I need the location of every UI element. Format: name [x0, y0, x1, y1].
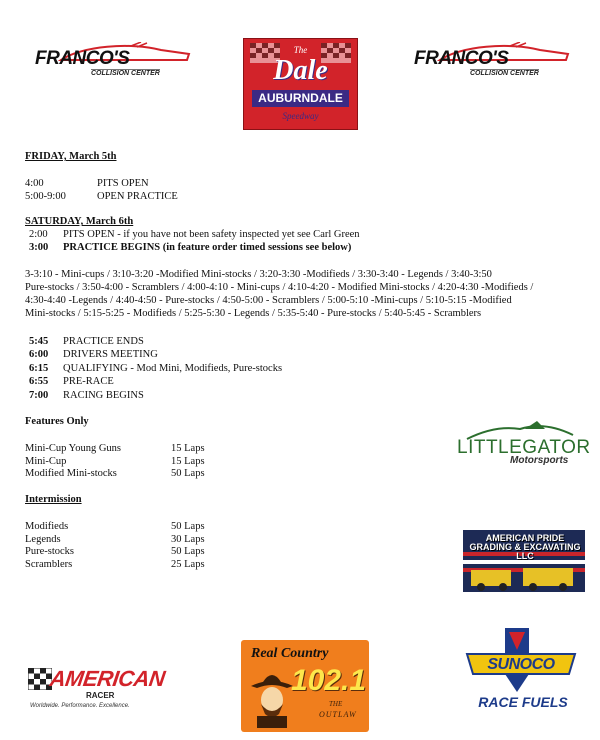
timed-line: 4:30-4:40 -Legends / 4:40-4:50 - Pure-stocks / 4:50-5:00 - Scramblers / 5:00-5:10 -Mini-cups / 5:10-5:15 -Modified [25, 295, 512, 306]
laps: 50 Laps [171, 546, 205, 557]
dale-banner: AUBURNDALE [252, 90, 349, 107]
time: 6:55 [29, 376, 49, 388]
francos-name: FRANCO'S [414, 48, 509, 69]
intermission-row [25, 559, 205, 572]
saturday-header: SATURDAY, March 6th [25, 216, 134, 227]
event: PRE-RACE [63, 376, 114, 388]
real-country-frequency: 102.1 [291, 664, 367, 697]
time: 5:45 [29, 336, 49, 347]
class: Mini-Cup [25, 455, 67, 467]
sunoco-name: SUNOCO [487, 656, 555, 673]
timed-line: 3-3:10 - Mini-cups / 3:10-3:20 -Modified Mini-stocks / 3:20-3:30 -Modifieds / 3:30-3:40 - Legends / 3:40-3:50 [25, 269, 492, 280]
laps: 50 Laps [171, 468, 205, 479]
time: 7:00 [29, 389, 49, 401]
sunoco-logo [465, 628, 577, 712]
timed-line: Mini-stocks / 5:15-5:25 - Modifieds / 5:25-5:30 - Legends / 5:35-5:40 - Pure-stocks / 5:40-5:45 - Scramblers [25, 308, 482, 319]
class: Mini-Cup Young Guns [25, 443, 121, 454]
laps: 15 Laps [171, 455, 205, 467]
feature-row [25, 468, 205, 481]
features-list [25, 443, 205, 481]
time: 6:15 [29, 362, 49, 374]
cowboy-icon [249, 668, 295, 728]
little-gator-logo [455, 419, 591, 471]
evening-schedule [29, 335, 282, 402]
event: RACING BEGINS [63, 389, 144, 401]
dale-word: Dale [273, 55, 328, 86]
francos-logo-right [412, 40, 572, 80]
sunoco-race-fuels: RACE FUELS [478, 694, 568, 710]
american-racer-logo [28, 664, 178, 714]
friday-row [25, 191, 178, 202]
timed-sessions [25, 268, 590, 320]
little-gator-name: LITTLEGATOR [457, 437, 591, 458]
timed-line: Pure-stocks / 3:50-4:00 - Scramblers / 4:00-4:10 - Mini-cups / 4:10-4:20 - Modified Mini-stocks / 4:20-4:30 -Modifieds / [25, 282, 534, 293]
laps: 25 Laps [171, 558, 205, 570]
francos-logo-left [33, 40, 193, 80]
little-gator-sub: Motorsports [510, 455, 569, 466]
friday-row [25, 178, 149, 189]
intermission-row [25, 534, 205, 547]
time: 2:00 [29, 229, 48, 240]
time: 5:00-9:00 [25, 191, 66, 202]
saturday-row [29, 242, 351, 253]
intermission-list [25, 521, 205, 571]
time: 6:00 [29, 349, 49, 361]
laps: 50 Laps [171, 521, 205, 532]
francos-sub: COLLISION CENTER [470, 70, 539, 77]
saturday-row [29, 229, 360, 240]
american-racer-name: AMERICAN [48, 666, 167, 691]
feature-row [25, 443, 205, 456]
francos-name: FRANCO'S [35, 48, 130, 69]
event: OPEN PRACTICE [97, 191, 178, 202]
event: PRACTICE ENDS [63, 336, 144, 347]
laps: 30 Laps [171, 533, 205, 545]
time: 3:00 [29, 242, 49, 253]
american-pride-title: AMERICAN PRIDE GRADING & EXCAVATING LLC [469, 533, 581, 561]
class: Modifieds [25, 521, 69, 532]
real-country-outlaw: OUTLAW [319, 710, 357, 719]
real-country-logo [241, 640, 369, 732]
laps: 15 Laps [171, 443, 205, 454]
class: Pure-stocks [25, 546, 74, 557]
event: PRACTICE BEGINS (in feature order timed sessions see below) [63, 242, 352, 253]
event: QUALIFYING - Mod Mini, Modifieds, Pure-stocks [63, 362, 283, 374]
american-racer-sub: RACER [86, 691, 115, 700]
class: Legends [25, 533, 61, 545]
feature-row [25, 456, 205, 469]
time: 4:00 [25, 178, 44, 189]
dale-speedway: Speedway [282, 111, 319, 121]
event: DRIVERS MEETING [63, 349, 158, 361]
real-country-the: THE [329, 700, 343, 708]
class: Scramblers [25, 558, 73, 570]
intermission-row [25, 546, 205, 559]
real-country-name: Real Country [251, 646, 329, 661]
dale-the: The [293, 45, 308, 55]
intermission-header: Intermission [25, 494, 82, 505]
dale-speedway-logo [243, 38, 358, 130]
friday-header: FRIDAY, March 5th [25, 151, 117, 162]
american-pride-logo [463, 530, 585, 592]
event: PITS OPEN [97, 178, 149, 189]
class: Modified Mini-stocks [25, 468, 117, 479]
features-header: Features Only [25, 416, 89, 427]
american-racer-tagline: Worldwide. Performance. Excellence. [30, 703, 130, 709]
event: PITS OPEN - if you have not been safety inspected yet see Carl Green [63, 229, 360, 240]
intermission-row [25, 521, 205, 534]
francos-sub: COLLISION CENTER [91, 70, 160, 77]
